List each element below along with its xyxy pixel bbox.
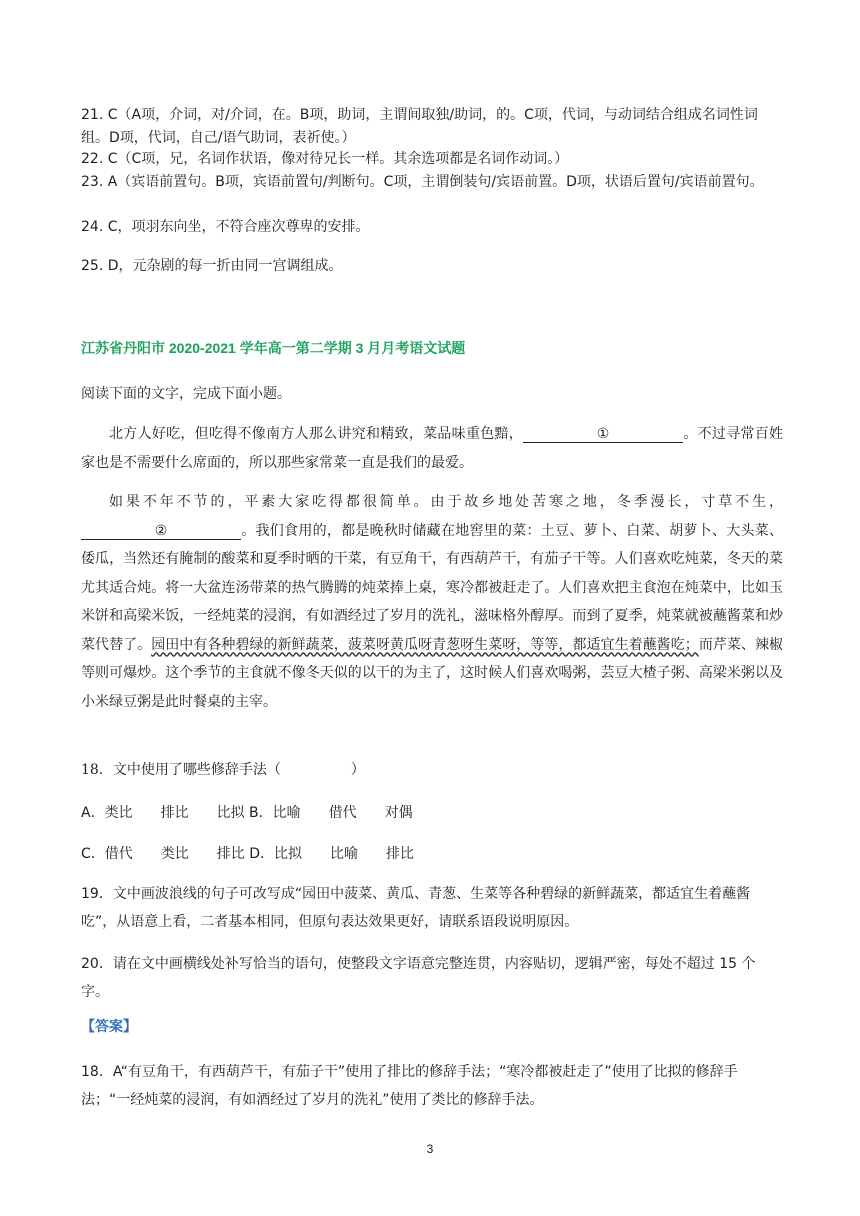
question-18-options-cd: C．借代 类比 排比 D．比拟 比喻 排比 (81, 846, 415, 862)
page-number: 3 (426, 1142, 434, 1156)
question-20: 20．请在文中画横线处补写恰当的语句，使整段文字语意完整连贯，内容贴切，逻辑严密，每处不超过 15 个字。 (81, 956, 756, 1000)
answer-tag: 【答案】 (81, 1019, 137, 1035)
wavy-underlined-sentence: 园田中有各种碧绿的新鲜蔬菜，菠菜呀黄瓜呀青葱呀生菜呀，等等，都适宜生着蘸酱吃； (151, 636, 699, 653)
question-18-options-ab: A．类比 排比 比拟 B．比喻 借代 对偶 (81, 805, 413, 821)
p1-before: 北方人好吃，但吃得不像南方人那么讲究和精致，菜品味重色黯， (109, 426, 524, 442)
p2-after: 而芹菜、辣椒等则可爆炒。这个季节的主食就不像冬天似的以干的为主了，这时候人们喜欢喝粥，芸豆大楂子粥、高梁米粥以及小米绿豆粥是此时餐桌的主宰。 (81, 636, 784, 710)
section-title: 江苏省丹阳市 2020-2021 学年高一第二学期 3 月月考语文试题 (81, 340, 466, 356)
passage-paragraph-1 (81, 420, 783, 477)
question-18: 18．文中使用了哪些修辞手法（ ） (81, 762, 365, 778)
passage-paragraph-2 (81, 488, 783, 716)
p2-mid: 。我们食用的，都是晚秋时储藏在地窖里的菜：土豆、萝卜、白菜、胡萝卜、大头菜、倭瓜，当然还有腌制的酸菜和夏季时晒的干菜，有豆角干，有西葫芦干，有茄子干等。人们喜欢吃炖菜，冬天的菜尤其适合炖。将一大盆连汤带菜的热气腾腾的炖菜捧上桌，寒冷都被赶走了。人们喜欢把主食泡在炖菜中，比如玉米饼和高梁米饭，一经炖菜的浸润，有如酒经过了岁月的洗礼，滋味格外醇厚。而到了夏季，炖菜就被蘸酱菜和炒菜代替了。 (81, 522, 783, 653)
answer-21: 21. C（A项，介词，对/介词，在。B项，助词，主谓间取独/助词，的。C项，代词，与动词结合组成名词性词组。D项，代词，自己/语气助词，表祈使。） (81, 107, 758, 146)
answer-18: 18．A“有豆角干，有西葫芦干，有茄子干”使用了排比的修辞手法；“寒冷都被赶走了”使用了比拟的修辞手法；“一经炖菜的浸润，有如酒经过了岁月的洗礼”使用了类比的修辞手法。 (81, 1064, 738, 1108)
answer-24: 24. C，项羽东向坐，不符合座次尊卑的安排。 (81, 219, 370, 235)
answer-25: 25. D，元杂剧的每一折由同一宫调组成。 (81, 258, 343, 274)
p1-after: 。不过寻常百姓家也是不需要什么席面的，所以那些家常菜一直是我们的最爱。 (81, 426, 784, 471)
blank-1: ① (523, 426, 683, 443)
blank-2: ② (81, 523, 241, 540)
p2-before: 如果不年不节的，平素大家吃得都很简单。由于故乡地处苦寒之地，冬季漫长，寸草不生， (109, 494, 783, 510)
question-19: 19．文中画波浪线的句子可改写成“园田中菠菜、黄瓜、青葱、生菜等各种碧绿的新鲜蔬菜，都适宜生着蘸酱吃”，从语意上看，二者基本相同，但原句表达效果更好，请联系语段说明原因。 (81, 886, 751, 930)
answer-22: 22. C（C项，兄，名词作状语，像对待兄长一样。其余选项都是名词作动词。） (81, 151, 569, 167)
reading-instruction: 阅读下面的文字，完成下面小题。 (81, 386, 291, 402)
answer-23: 23. A（宾语前置句。B项，宾语前置句/判断句。C项，主谓倒装句/宾语前置。D项，状语后置句/宾语前置句。 (81, 174, 764, 190)
